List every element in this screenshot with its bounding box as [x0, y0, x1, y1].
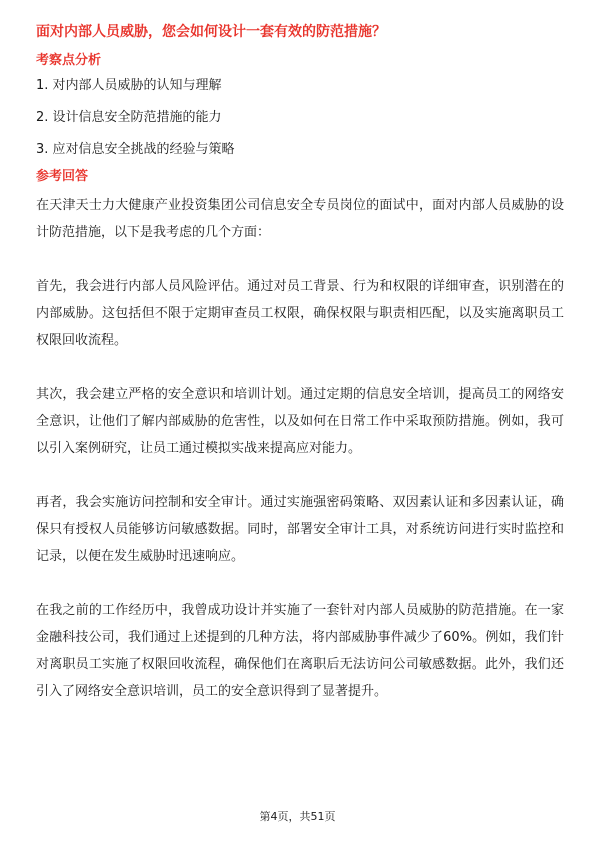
page-content [36, 22, 564, 732]
answer-heading: 参考回答 [36, 169, 89, 184]
answer-paragraph-experience: 在我之前的工作经历中，我曾成功设计并实施了一套针对内部人员威胁的防范措施。在一家金融科技公司，我们通过上述提到的几种方法，将内部威胁事件减少了60%。例如，我们针对离职员工实施了权限回收流程，确保他们在离职后无法访问公司敏感数据。此外，我们还引入了网络安全意识培训，员工的安全意识得到了显著提升。 [36, 603, 564, 699]
answer-paragraph-intro: 在天津天士力大健康产业投资集团公司信息安全专员岗位的面试中，面对内部人员威胁的设计防范措施，以下是我考虑的几个方面： [36, 198, 564, 240]
question-title: 面对内部人员威胁，您会如何设计一套有效的防范措施？ [36, 24, 386, 40]
answer-paragraph-second: 其次，我会建立严格的安全意识和培训计划。通过定期的信息安全培训，提高员工的网络安全意识，让他们了解内部威胁的危害性，以及如何在日常工作中采取预防措施。例如，我可以引入案例研究，让员工通过模拟实战来提高应对能力。 [36, 387, 564, 456]
page-number-footer: 第4页，共51页 [259, 810, 336, 823]
answer-paragraph-third: 再者，我会实施访问控制和安全审计。通过实施强密码策略、双因素认证和多因素认证，确保只有授权人员能够访问敏感数据。同时，部署安全审计工具，对系统访问进行实时监控和记录，以便在发生威胁时迅速响应。 [36, 495, 564, 564]
answer-paragraph-first: 首先，我会进行内部人员风险评估。通过对员工背景、行为和权限的详细审查，识别潜在的内部威胁。这包括但不限于定期审查员工权限，确保权限与职责相匹配，以及实施离职员工权限回收流程。 [36, 279, 564, 348]
analysis-point: 3. 应对信息安全挑战的经验与策略 [36, 142, 235, 157]
analysis-point: 2. 设计信息安全防范措施的能力 [36, 110, 222, 125]
analysis-point: 1. 对内部人员威胁的认知与理解 [36, 78, 222, 93]
analysis-heading: 考察点分析 [36, 53, 102, 68]
analysis-point-list [36, 76, 564, 160]
